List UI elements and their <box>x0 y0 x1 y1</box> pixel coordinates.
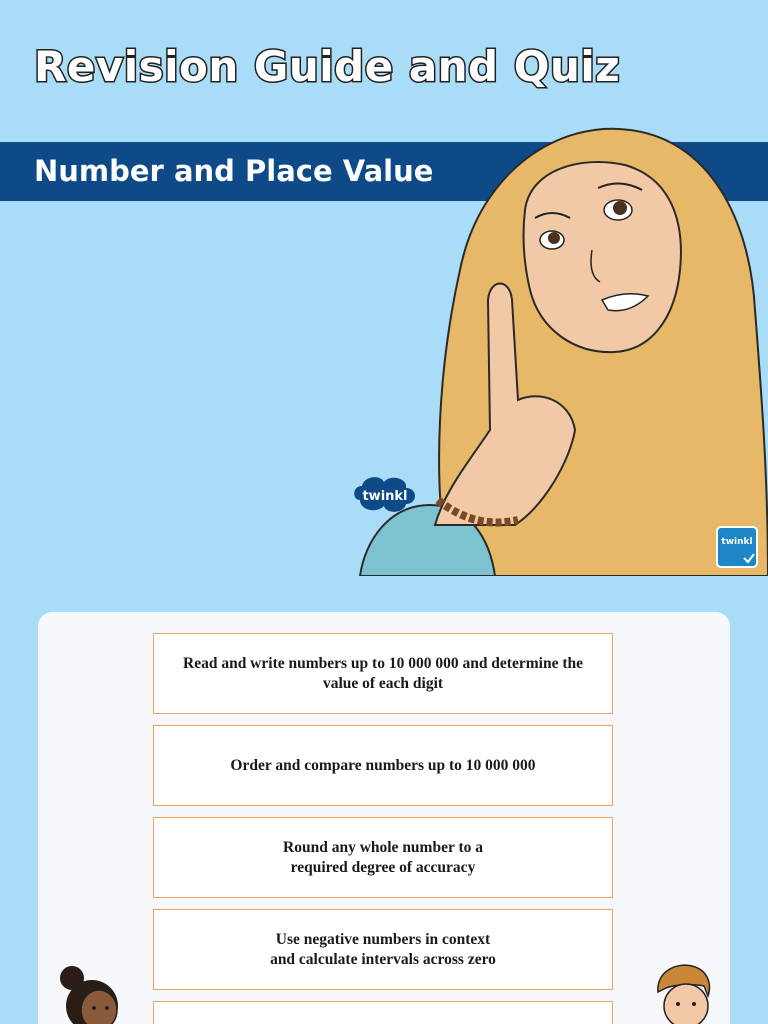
objectives-slide <box>0 576 768 1024</box>
page-title: Revision Guide and Quiz <box>34 42 621 91</box>
objective-box[interactable] <box>153 909 613 990</box>
svg-text:twinkl: twinkl <box>721 537 753 547</box>
objective-box[interactable] <box>153 725 613 806</box>
objective-box[interactable] <box>153 817 613 898</box>
quality-badge-icon <box>716 526 758 568</box>
student-boy-illustration <box>646 962 722 1024</box>
svg-text:twinkl: twinkl <box>362 489 408 504</box>
objective-box[interactable] <box>153 1001 613 1024</box>
twinkl-logo-icon <box>350 470 420 518</box>
student-girl-illustration <box>44 964 134 1024</box>
objective-text: Round any whole number to a required degree of accuracy <box>283 838 483 876</box>
objective-text: Read and write numbers up to 10 000 000 and determine the value of each digit <box>183 654 583 692</box>
objective-box[interactable] <box>153 633 613 714</box>
page-subtitle: Number and Place Value <box>34 154 434 188</box>
objective-text: Order and compare numbers up to 10 000 000 <box>230 756 536 774</box>
objective-text: Use negative numbers in context and calculate intervals across zero <box>270 930 496 968</box>
